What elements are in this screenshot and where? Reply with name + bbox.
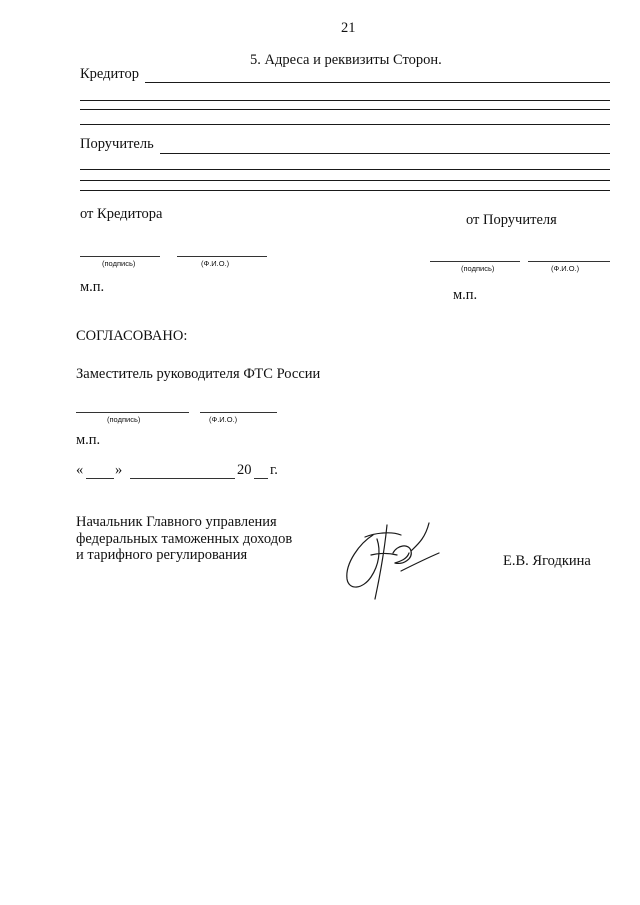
guarantor-line-4 <box>80 190 610 191</box>
signatory-title-line2: федеральных таможенных доходов <box>76 531 293 547</box>
approval-signature-line <box>76 412 189 413</box>
date-day-line <box>86 478 114 479</box>
creditor-line-2 <box>80 100 610 101</box>
creditor-name-line <box>177 256 267 257</box>
date-year-prefix: 20 <box>237 462 252 478</box>
creditor-name-caption: (Ф.И.О.) <box>201 259 230 268</box>
guarantor-signature-caption: (подпись) <box>461 264 495 273</box>
guarantor-signature-line <box>430 261 520 262</box>
approval-signature-caption: (подпись) <box>107 415 141 424</box>
approval-heading: СОГЛАСОВАНО: <box>76 328 188 344</box>
creditor-line-4 <box>80 124 610 125</box>
handwritten-signature <box>335 515 445 605</box>
creditor-line-1 <box>145 82 610 83</box>
approval-name-caption: (Ф.И.О.) <box>209 415 238 424</box>
guarantor-seal: м.п. <box>453 287 478 303</box>
guarantor-line-2 <box>80 169 610 170</box>
approval-seal: м.п. <box>76 432 101 448</box>
signatory-title-line1: Начальник Главного управления <box>76 514 277 530</box>
from-creditor-label: от Кредитора <box>80 206 163 222</box>
guarantor-line-3 <box>80 180 610 181</box>
creditor-signature-caption: (подпись) <box>102 259 136 268</box>
creditor-label: Кредитор <box>80 66 139 82</box>
date-year-suffix: г. <box>270 462 278 478</box>
creditor-seal: м.п. <box>80 279 105 295</box>
guarantor-label: Поручитель <box>80 136 154 152</box>
creditor-line-3 <box>80 109 610 110</box>
page-number: 21 <box>341 20 356 36</box>
signatory-name: Е.В. Ягодкина <box>503 553 591 569</box>
date-year-line <box>254 478 268 479</box>
date-month-line <box>130 478 235 479</box>
section-title: 5. Адреса и реквизиты Сторон. <box>250 52 442 68</box>
creditor-signature-line <box>80 256 160 257</box>
date-close-quote: » <box>115 462 123 478</box>
guarantor-name-caption: (Ф.И.О.) <box>551 264 580 273</box>
approval-position: Заместитель руководителя ФТС России <box>76 366 321 382</box>
approval-name-line <box>200 412 277 413</box>
from-guarantor-label: от Поручителя <box>466 212 557 228</box>
guarantor-name-line <box>528 261 610 262</box>
signatory-title-line3: и тарифного регулирования <box>76 547 248 563</box>
date-open-quote: « <box>76 462 84 478</box>
guarantor-line-1 <box>160 153 610 154</box>
